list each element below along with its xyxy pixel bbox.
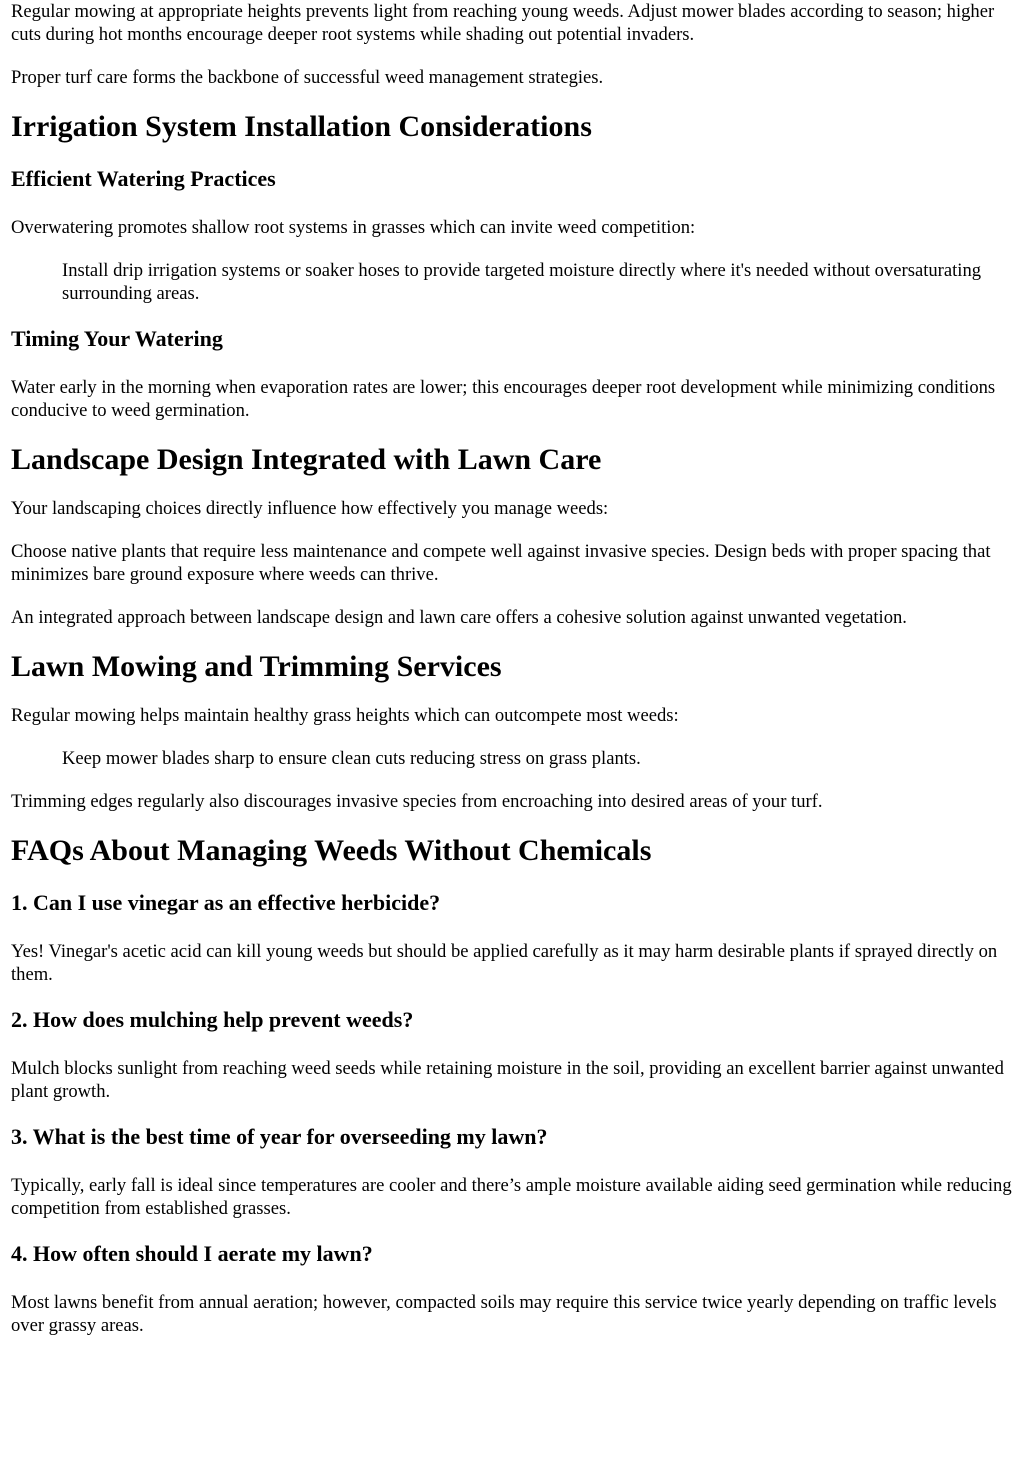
faq-question: 3. What is the best time of year for overseeding my lawn?	[11, 1124, 548, 1149]
faq-question: 4. How often should I aerate my lawn?	[11, 1241, 373, 1266]
section-heading-mowing: Lawn Mowing and Trimming Services	[11, 650, 502, 683]
paragraph-integrated-approach: An integrated approach between landscape design and lawn care offers a cohesive solution against unwanted vegetation.	[11, 607, 907, 628]
faq-answer: Typically, early fall is ideal since temperatures are cooler and there’s ample moisture available aiding seed germination while reducing competition from established grasses.	[11, 1175, 1012, 1219]
intro-paragraph-mowing-heights: Regular mowing at appropriate heights prevents light from reaching young weeds. Adjust mower blades according to season; higher cuts during hot months encourage deeper root systems while shading out potential invaders.	[11, 1, 995, 45]
paragraph-timing-watering: Water early in the morning when evaporation rates are lower; this encourages deeper root development while minimizing conditions conducive to weed germination.	[11, 377, 996, 421]
faq-answer: Most lawns benefit from annual aeration; however, compacted soils may require this service twice yearly depending on traffic levels over grassy areas.	[11, 1292, 997, 1336]
section-heading-landscape: Landscape Design Integrated with Lawn Care	[11, 443, 602, 476]
intro-paragraph-turf-care: Proper turf care forms the backbone of successful weed management strategies.	[11, 67, 604, 88]
paragraph-regular-mowing: Regular mowing helps maintain healthy grass heights which can outcompete most weeds:	[11, 705, 679, 726]
subheading-efficient-watering: Efficient Watering Practices	[11, 166, 276, 191]
faq-question: 2. How does mulching help prevent weeds?	[11, 1007, 414, 1032]
paragraph-native-plants: Choose native plants that require less maintenance and compete well against invasive species. Design beds with proper spacing that minimizes bare ground exposure where weeds can thrive.	[11, 541, 991, 585]
paragraph-overwatering: Overwatering promotes shallow root systems in grasses which can invite weed competition:	[11, 217, 696, 238]
paragraph-landscape-choices: Your landscaping choices directly influence how effectively you manage weeds:	[11, 498, 609, 519]
faq-answer: Mulch blocks sunlight from reaching weed seeds while retaining moisture in the soil, providing an excellent barrier against unwanted plant growth.	[11, 1058, 1004, 1102]
subheading-timing-watering: Timing Your Watering	[11, 326, 223, 351]
blockquote-sharp-blades: Keep mower blades sharp to ensure clean cuts reducing stress on grass plants.	[62, 748, 641, 769]
paragraph-trimming-edges: Trimming edges regularly also discourages invasive species from encroaching into desired areas of your turf.	[11, 791, 823, 812]
section-heading-irrigation: Irrigation System Installation Considerations	[11, 110, 592, 143]
faq-answer: Yes! Vinegar's acetic acid can kill young weeds but should be applied carefully as it may harm desirable plants if sprayed directly on them.	[11, 941, 998, 985]
faq-question: 1. Can I use vinegar as an effective herbicide?	[11, 890, 441, 915]
section-heading-faqs: FAQs About Managing Weeds Without Chemicals	[11, 834, 652, 867]
blockquote-drip-irrigation: Install drip irrigation systems or soaker hoses to provide targeted moisture directly where it's needed without oversaturating surrounding areas.	[62, 260, 982, 304]
